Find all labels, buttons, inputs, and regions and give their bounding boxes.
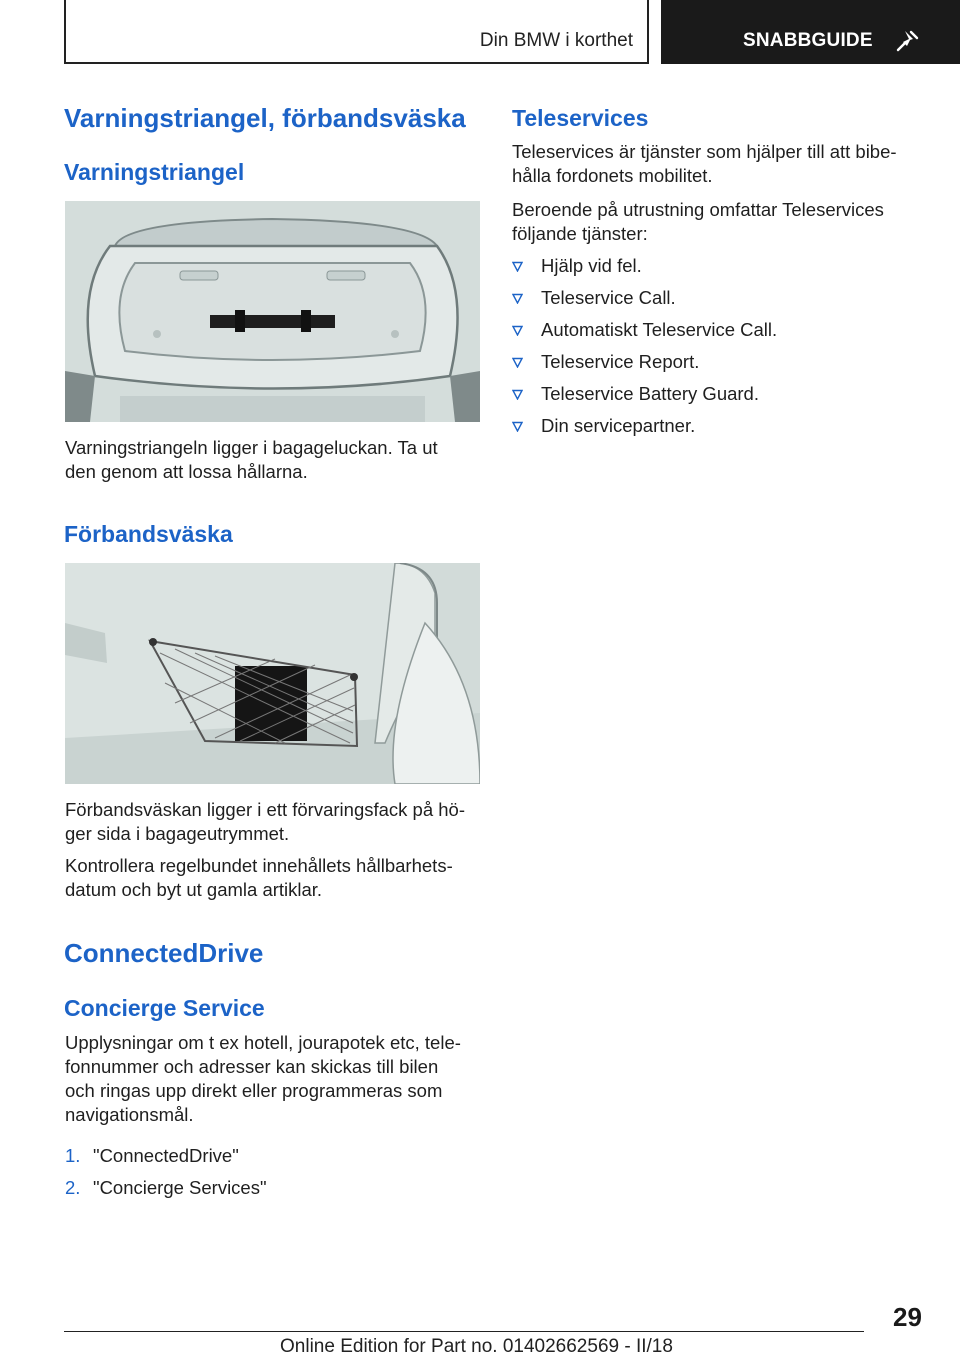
teleservices-para-2-line: följande tjänster:: [512, 223, 648, 244]
teleservice-bullet-text: Teleservice Call.: [541, 287, 676, 308]
firstaid-para-2-line: Kontrollera regelbundet innehållets hållbarhets-: [65, 855, 453, 876]
concierge-para-line: Upplysningar om t ex hotell, jourapotek etc, tele-: [65, 1032, 461, 1053]
teleservice-bullet-text: Teleservice Battery Guard.: [541, 383, 759, 404]
teleservice-bullet-text: Din servicepartner.: [541, 415, 696, 436]
teleservices-para-1-line: Teleservices är tjänster som hjälper till att bibe-: [512, 141, 897, 162]
concierge-para-line: navigationsmål.: [65, 1104, 194, 1125]
teleservices-heading: Teleservices: [512, 105, 649, 131]
firstaid-heading: Förbandsväska: [64, 521, 233, 547]
concierge-para-line: fonnummer och adresser kan skickas till bilen: [65, 1056, 439, 1077]
firstaid-para-1-line: ger sida i bagageutrymmet.: [65, 823, 290, 844]
triangle-bullet-icon: [512, 389, 523, 400]
header-guide-label: SNABBGUIDE: [743, 30, 873, 51]
step-number: 1.: [65, 1145, 81, 1166]
firstaid-para-1-line: Förbandsväskan ligger i ett förvaringsfack på hö-: [65, 799, 466, 820]
teleservices-para-1-line: hålla fordonets mobilitet.: [512, 165, 713, 186]
teleservices-para-1: [512, 140, 912, 188]
triangle-heading: Varningstriangel: [64, 159, 245, 185]
trunk-lid-image: [65, 201, 480, 422]
header-section-title: Din BMW i korthet: [479, 30, 633, 51]
triangle-caption-line: den genom att lossa hållarna.: [65, 461, 308, 482]
footer-edition: Online Edition for Part no. 01402662569 - II/18: [280, 1336, 673, 1357]
triangle-bullet-icon: [512, 293, 523, 304]
concierge-para-line: och ringas upp direkt eller programmeras som: [65, 1080, 443, 1101]
firstaid-para-2-line: datum och byt ut gamla artiklar.: [65, 879, 323, 900]
connected-heading: ConnectedDrive: [64, 938, 264, 968]
teleservice-bullet-text: Hjälp vid fel.: [541, 255, 642, 276]
teleservice-bullet-text: Teleservice Report.: [541, 351, 700, 372]
firstaid-para-2: [65, 854, 480, 902]
step-number: 2.: [65, 1177, 81, 1198]
page-number: 29: [893, 1302, 922, 1332]
main-heading: Varningstriangel, förbandsväska: [64, 103, 466, 133]
concierge-para: [65, 1031, 480, 1127]
first-aid-kit-image: [65, 563, 480, 784]
step-text: "ConnectedDrive": [93, 1145, 239, 1166]
teleservice-bullet-text: Automatiskt Teleservice Call.: [541, 319, 778, 340]
concierge-heading: Concierge Service: [64, 995, 265, 1021]
teleservices-para-2: [512, 198, 912, 246]
triangle-bullet-icon: [512, 357, 523, 368]
footer-divider: [64, 1331, 864, 1332]
triangle-caption: [65, 436, 480, 484]
triangle-bullet-icon: [512, 325, 523, 336]
pin-icon: [895, 28, 921, 54]
triangle-caption-line: Varningstriangeln ligger i bagageluckan. Ta ut: [65, 437, 438, 458]
triangle-bullet-icon: [512, 261, 523, 272]
step-text: "Concierge Services": [93, 1177, 267, 1198]
header-section-box: [64, 0, 649, 64]
triangle-bullet-icon: [512, 421, 523, 432]
firstaid-para-1: [65, 798, 480, 846]
header-guide-tab[interactable]: [661, 0, 960, 64]
teleservices-para-2-line: Beroende på utrustning omfattar Teleservices: [512, 199, 884, 220]
